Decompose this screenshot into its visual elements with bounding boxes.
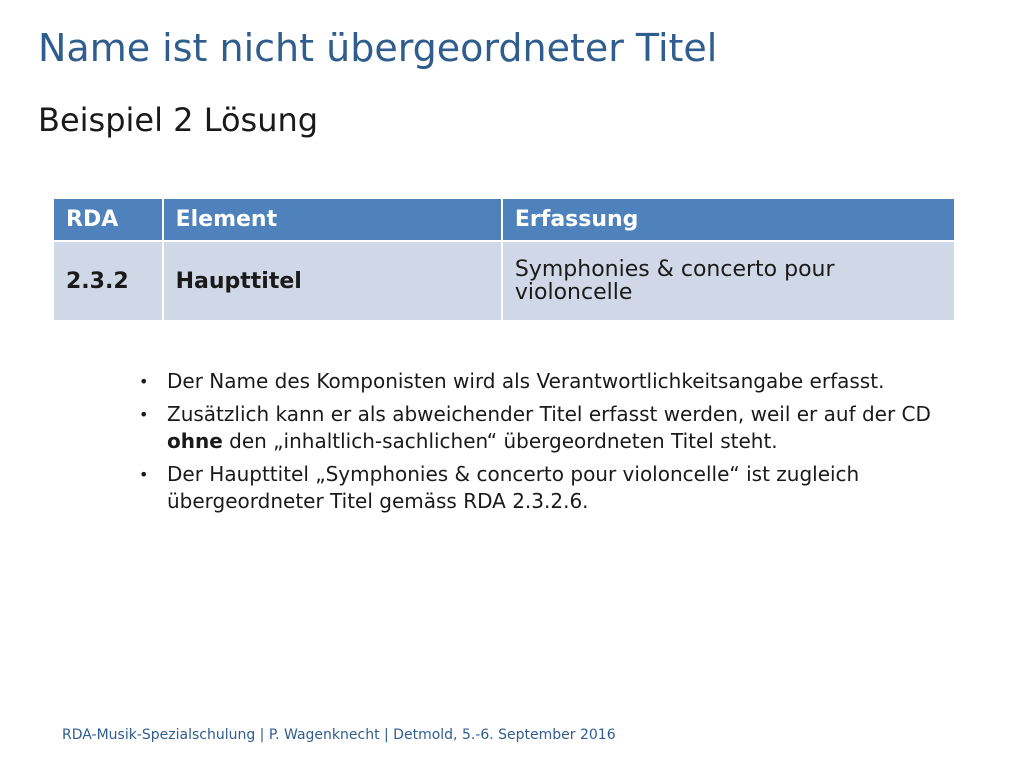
header-erfassung: Erfassung <box>502 198 955 241</box>
bullet-item <box>138 368 958 395</box>
table-row <box>53 241 955 321</box>
bullet-text: Der Haupttitel „Symphonies & concerto pour violoncelle“ ist zugleich übergeordneter Titel gemäss RDA 2.3.2.6. <box>167 462 860 513</box>
slide-title: Name ist nicht übergeordneter Titel <box>38 26 718 70</box>
header-element: Element <box>163 198 502 241</box>
bullet-list <box>138 368 958 521</box>
bullet-icon: • <box>139 372 149 391</box>
bullet-text: Der Name des Komponisten wird als Verantwortlichkeitsangabe erfasst. <box>167 369 885 393</box>
cell-element: Haupttitel <box>163 241 502 321</box>
bullet-text-after: den „inhaltlich-sachlichen“ übergeordneten Titel steht. <box>222 429 778 453</box>
header-rda: RDA <box>53 198 163 241</box>
bullet-item <box>138 401 958 455</box>
footer: RDA-Musik-Spezialschulung | P. Wagenknecht | Detmold, 5.-6. September 2016 <box>62 727 616 743</box>
cell-erfassung: Symphonies & concerto pour violoncelle <box>502 241 955 321</box>
bullet-text-bold: ohne <box>167 429 223 453</box>
slide-subtitle: Beispiel 2 Lösung <box>38 101 319 139</box>
rda-table <box>52 197 956 322</box>
bullet-icon: • <box>139 405 149 424</box>
table-header-row <box>53 198 955 241</box>
bullet-icon: • <box>139 465 149 484</box>
cell-rda: 2.3.2 <box>53 241 163 321</box>
bullet-item <box>138 461 958 515</box>
bullet-text-before: Zusätzlich kann er als abweichender Titel erfasst werden, weil er auf der CD <box>167 402 931 426</box>
